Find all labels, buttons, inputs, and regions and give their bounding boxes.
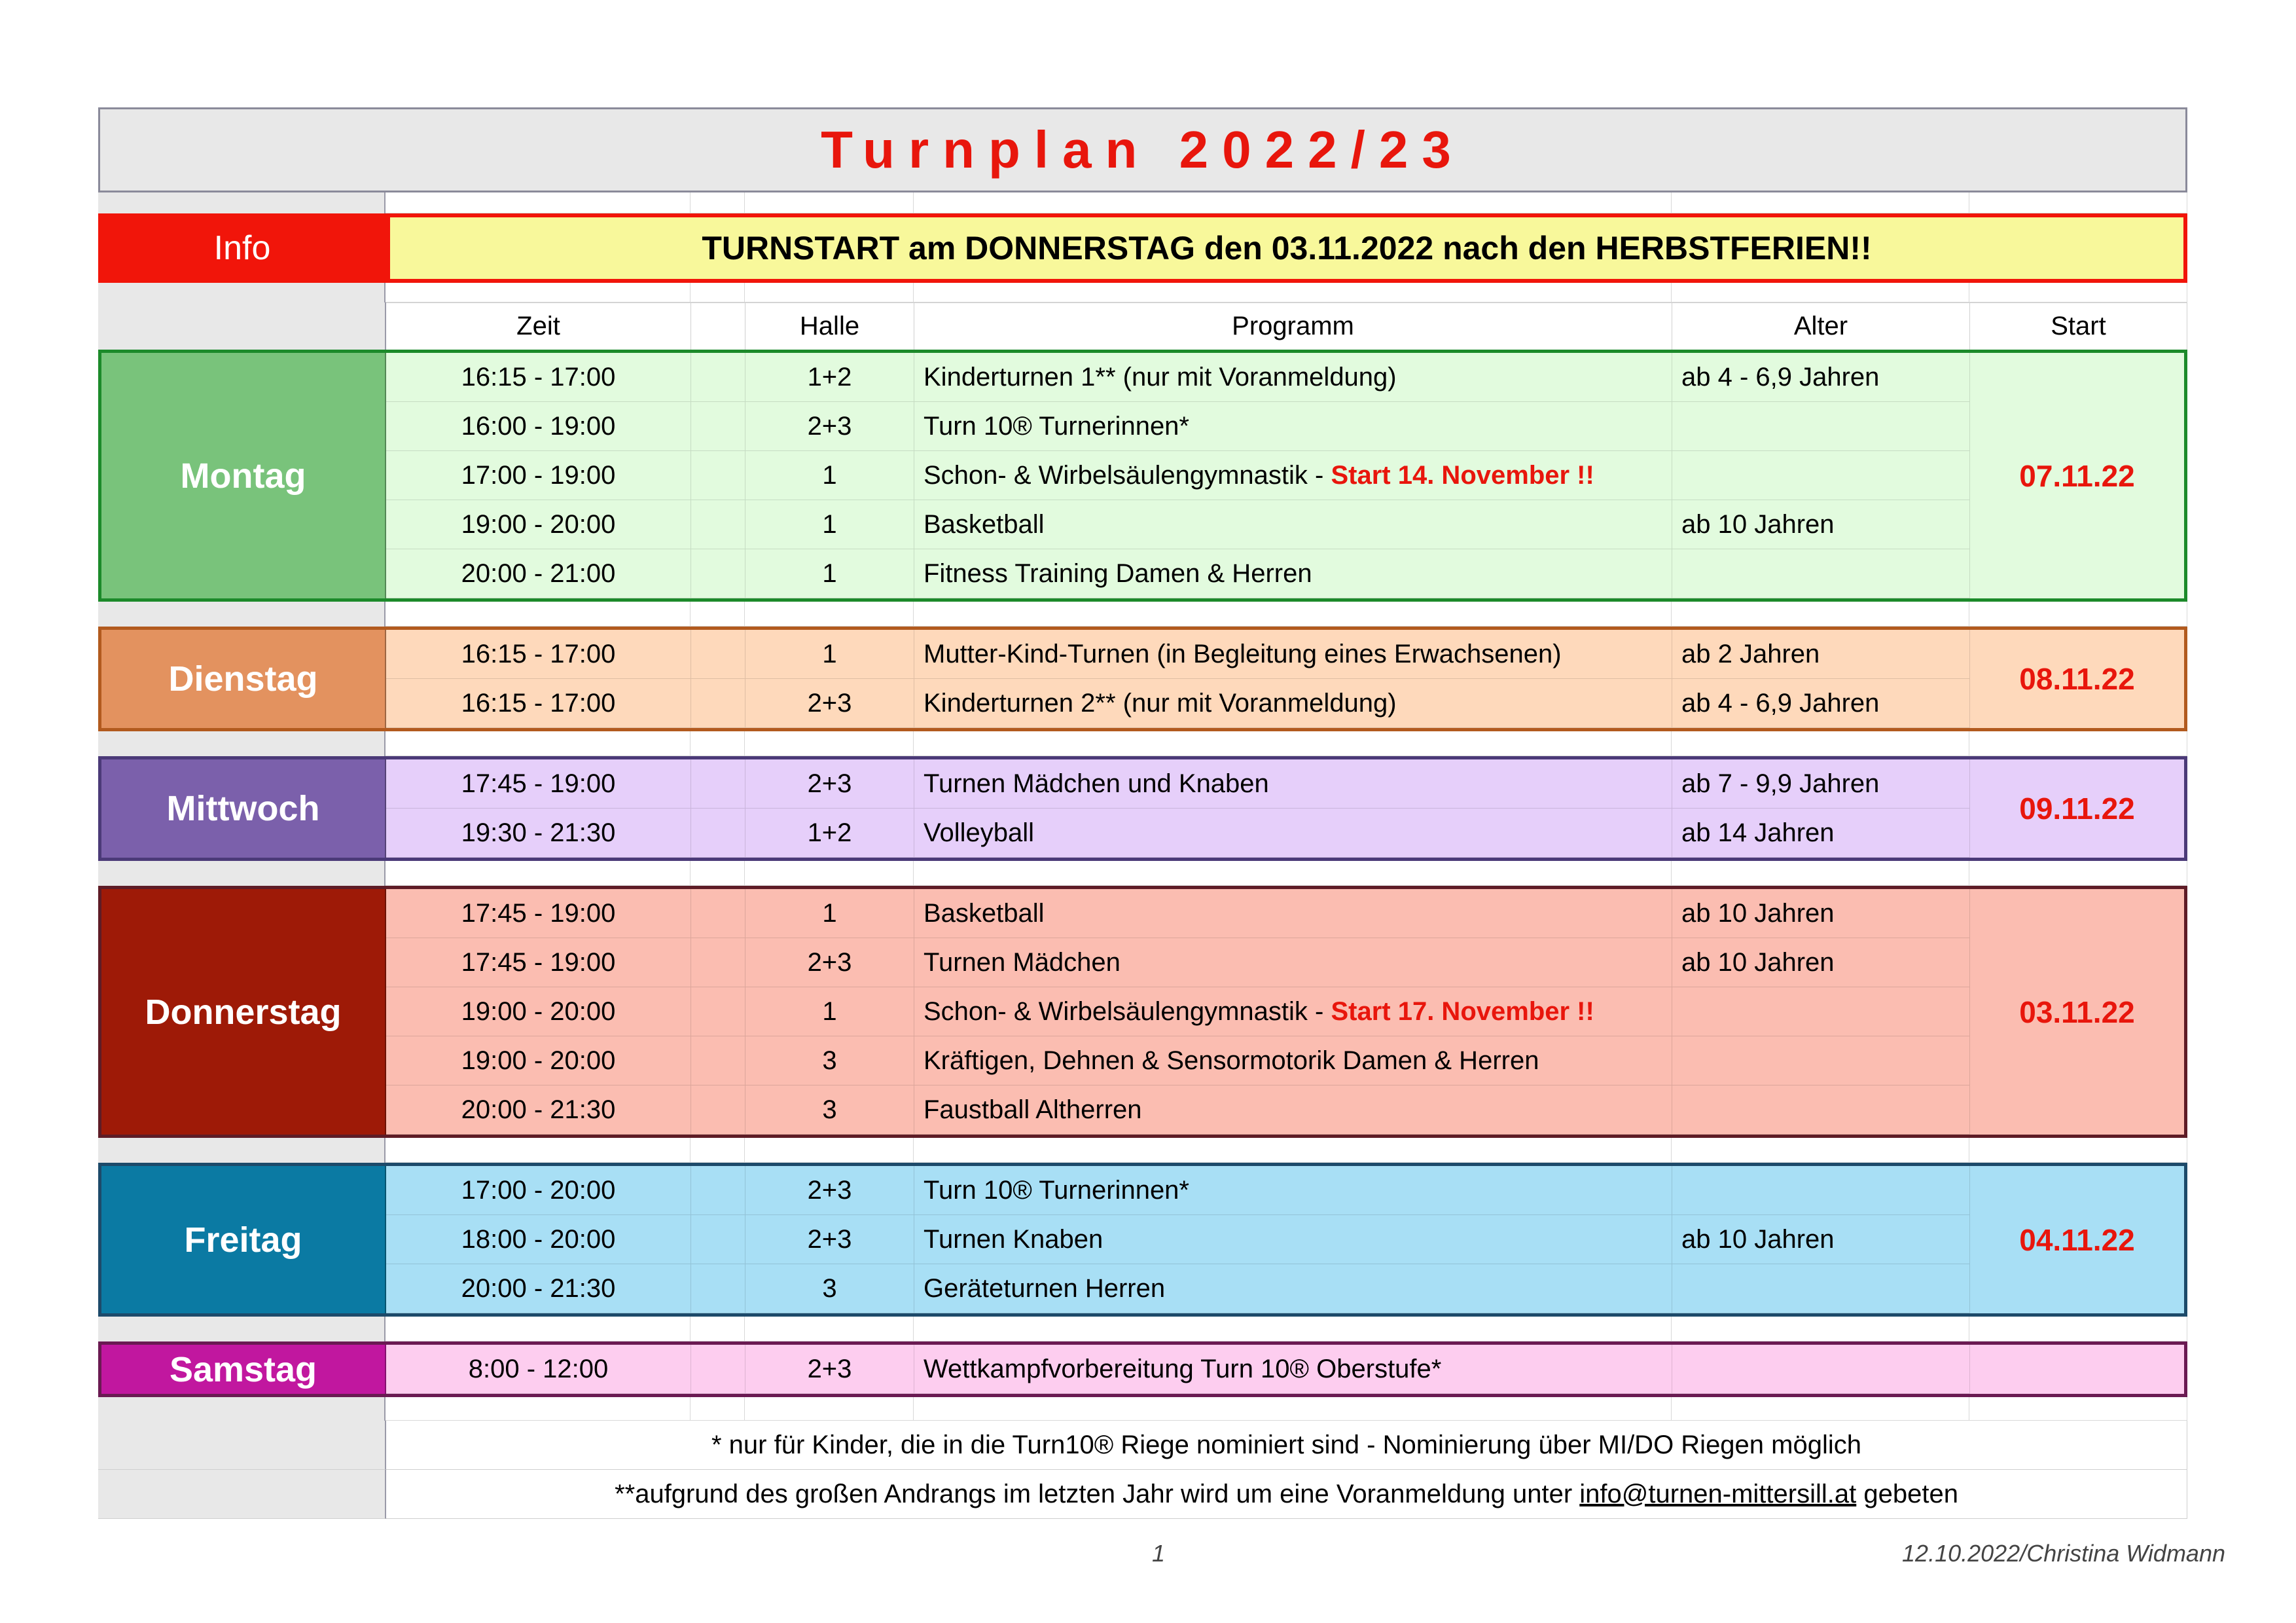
program-name: Basketball: [924, 898, 1045, 928]
hall-cell: 2+3: [745, 759, 914, 809]
empty-cell: [691, 1166, 745, 1215]
hall-cell: 1: [745, 987, 914, 1036]
empty-cell: [691, 1085, 745, 1135]
schedule-row: [386, 987, 1970, 1036]
program-cell: [914, 1345, 1672, 1394]
day-blocks: [98, 350, 2187, 1397]
time-cell: 19:00 - 20:00: [386, 500, 691, 549]
program-cell: [914, 630, 1672, 679]
schedule-row: [386, 630, 1970, 679]
footnote-turn10: * nur für Kinder, die in die Turn10® Riege nominiert sind - Nominierung über MI/DO Riegen möglich: [386, 1421, 2187, 1470]
hall-cell: 2+3: [745, 402, 914, 451]
schedule-row: [386, 889, 1970, 938]
footer-signature: 12.10.2022/Christina Widmann: [1902, 1540, 2225, 1567]
day-label: Samstag: [101, 1345, 386, 1394]
program-cell: [914, 1264, 1672, 1313]
empty-cell: [691, 809, 745, 858]
program-cell: [914, 1036, 1672, 1085]
time-cell: 19:00 - 20:00: [386, 1036, 691, 1085]
empty-cell: [691, 679, 745, 728]
program-cell: [914, 938, 1672, 987]
program-name: Turnen Knaben: [924, 1224, 1103, 1254]
day-label: Donnerstag: [101, 889, 386, 1135]
age-cell: [1672, 549, 1970, 598]
program-name: Schon- & Wirbelsäulengymnastik -: [924, 996, 1331, 1026]
footnote-registration-suffix: gebeten: [1856, 1479, 1958, 1508]
schedule-row: [386, 1215, 1970, 1264]
program-name: Turn 10® Turnerinnen*: [924, 1175, 1189, 1205]
footnote-row: [98, 1470, 2187, 1519]
empty-cell: [691, 549, 745, 598]
spacer-row: [98, 861, 2187, 886]
schedule-row: [386, 1036, 1970, 1085]
program-cell: [914, 1085, 1672, 1135]
spacer-row: [98, 283, 2187, 302]
program-name: Geräteturnen Herren: [924, 1273, 1166, 1303]
program-cell: [914, 549, 1672, 598]
schedule-row: [386, 809, 1970, 858]
age-cell: [1672, 987, 1970, 1036]
empty-cell: [691, 500, 745, 549]
time-cell: 17:00 - 20:00: [386, 1166, 691, 1215]
email-link[interactable]: info@turnen-mittersill.at: [1579, 1479, 1857, 1508]
program-name: Basketball: [924, 509, 1045, 539]
page-number: 1: [1152, 1540, 1166, 1567]
age-cell: ab 10 Jahren: [1672, 938, 1970, 987]
column-header-programm: Programm: [914, 302, 1672, 350]
program-cell: [914, 500, 1672, 549]
program-cell: [914, 353, 1672, 402]
age-cell: [1672, 1345, 1970, 1394]
time-cell: 16:15 - 17:00: [386, 353, 691, 402]
empty-cell: [691, 353, 745, 402]
age-cell: [1672, 1166, 1970, 1215]
schedule-row: [386, 938, 1970, 987]
age-cell: [1672, 1085, 1970, 1135]
program-name: Faustball Altherren: [924, 1095, 1142, 1124]
schedule-row: [386, 549, 1970, 598]
hall-cell: 1: [745, 549, 914, 598]
schedule-row: [386, 1085, 1970, 1135]
hall-cell: 1: [745, 630, 914, 679]
time-cell: 18:00 - 20:00: [386, 1215, 691, 1264]
schedule-row: [386, 1264, 1970, 1313]
empty-cell: [691, 889, 745, 938]
info-label: Info: [98, 213, 386, 283]
column-header-zeit: Zeit: [386, 302, 691, 350]
spacer-row: [98, 192, 2187, 213]
hall-cell: 3: [745, 1085, 914, 1135]
program-name: Wettkampfvorbereitung Turn 10® Oberstufe*: [924, 1354, 1442, 1383]
time-cell: 19:30 - 21:30: [386, 809, 691, 858]
program-name: Schon- & Wirbelsäulengymnastik -: [924, 460, 1331, 490]
hall-cell: 1+2: [745, 809, 914, 858]
day-block: [98, 756, 2187, 861]
spacer-row: [98, 731, 2187, 756]
hall-cell: 1+2: [745, 353, 914, 402]
day-block: [98, 1341, 2187, 1397]
program-name: Mutter-Kind-Turnen (in Begleitung eines Erwachsenen): [924, 639, 1562, 668]
start-date: [1970, 1345, 2184, 1394]
empty-cell: [691, 1215, 745, 1264]
program-name: Kinderturnen 2** (nur mit Voranmeldung): [924, 688, 1397, 718]
time-cell: 8:00 - 12:00: [386, 1345, 691, 1394]
column-header-row: [98, 302, 2187, 350]
empty-cell: [691, 451, 745, 500]
time-cell: 16:00 - 19:00: [386, 402, 691, 451]
program-name: Fitness Training Damen & Herren: [924, 558, 1312, 588]
program-cell: [914, 1215, 1672, 1264]
program-cell: [914, 759, 1672, 809]
info-row: [98, 213, 2187, 283]
empty-cell: [691, 1036, 745, 1085]
program-cell: [914, 451, 1672, 500]
program-name: Volleyball: [924, 818, 1035, 847]
empty-cell: [691, 1345, 745, 1394]
time-cell: 16:15 - 17:00: [386, 679, 691, 728]
program-cell: [914, 402, 1672, 451]
day-block: [98, 627, 2187, 731]
page-title: Turnplan 2022/23: [98, 107, 2187, 192]
spacer-row: [98, 1138, 2187, 1163]
day-block: [98, 1163, 2187, 1317]
age-cell: [1672, 402, 1970, 451]
program-cell: [914, 809, 1672, 858]
hall-cell: 2+3: [745, 679, 914, 728]
spacer-row: [98, 1317, 2187, 1341]
hall-cell: 2+3: [745, 1166, 914, 1215]
schedule-row: [386, 679, 1970, 728]
schedule-sheet: [98, 107, 2187, 1519]
day-label: Freitag: [101, 1166, 386, 1313]
time-cell: 17:45 - 19:00: [386, 759, 691, 809]
start-date: 09.11.22: [2019, 792, 2135, 826]
time-cell: 17:00 - 19:00: [386, 451, 691, 500]
age-cell: ab 2 Jahren: [1672, 630, 1970, 679]
column-header-alter: Alter: [1672, 302, 1970, 350]
program-cell: [914, 1166, 1672, 1215]
time-cell: 16:15 - 17:00: [386, 630, 691, 679]
footnote-registration: [386, 1470, 2187, 1519]
schedule-row: [386, 759, 1970, 809]
day-block: [98, 350, 2187, 602]
age-cell: ab 4 - 6,9 Jahren: [1672, 353, 1970, 402]
empty-cell: [691, 1264, 745, 1313]
program-name: Kinderturnen 1** (nur mit Voranmeldung): [924, 362, 1397, 392]
hall-cell: 3: [745, 1036, 914, 1085]
schedule-row: [386, 451, 1970, 500]
hall-cell: 2+3: [745, 938, 914, 987]
footnote-registration-prefix: **aufgrund des großen Andrangs im letzten Jahr wird um eine Voranmeldung unter: [615, 1479, 1580, 1508]
hall-cell: 3: [745, 1264, 914, 1313]
age-cell: [1672, 451, 1970, 500]
hall-cell: 2+3: [745, 1345, 914, 1394]
program-name: Turnen Mädchen und Knaben: [924, 769, 1269, 798]
schedule-row: [386, 353, 1970, 402]
column-header-halle: Halle: [745, 302, 914, 350]
hall-cell: 1: [745, 500, 914, 549]
program-start-note: Start 14. November !!: [1331, 460, 1594, 490]
program-name: Turn 10® Turnerinnen*: [924, 411, 1189, 441]
footnote-row: [98, 1421, 2187, 1470]
age-cell: ab 10 Jahren: [1672, 889, 1970, 938]
empty-cell: [691, 987, 745, 1036]
program-cell: [914, 987, 1672, 1036]
age-cell: [1672, 1036, 1970, 1085]
hall-cell: 1: [745, 451, 914, 500]
info-text: TURNSTART am DONNERSTAG den 03.11.2022 nach den HERBSTFERIEN!!: [386, 213, 2187, 283]
start-date: 03.11.22: [2019, 994, 2135, 1029]
empty-cell: [691, 938, 745, 987]
spacer-row: [98, 602, 2187, 627]
age-cell: ab 4 - 6,9 Jahren: [1672, 679, 1970, 728]
empty-cell: [691, 630, 745, 679]
schedule-row: [386, 1166, 1970, 1215]
age-cell: ab 7 - 9,9 Jahren: [1672, 759, 1970, 809]
time-cell: 17:45 - 19:00: [386, 889, 691, 938]
program-start-note: Start 17. November !!: [1331, 996, 1594, 1026]
day-label: Montag: [101, 353, 386, 598]
hall-cell: 1: [745, 889, 914, 938]
time-cell: 20:00 - 21:00: [386, 549, 691, 598]
schedule-row: [386, 500, 1970, 549]
age-cell: ab 10 Jahren: [1672, 500, 1970, 549]
time-cell: 20:00 - 21:30: [386, 1085, 691, 1135]
time-cell: 20:00 - 21:30: [386, 1264, 691, 1313]
age-cell: ab 10 Jahren: [1672, 1215, 1970, 1264]
empty-cell: [691, 759, 745, 809]
start-date: 07.11.22: [2019, 458, 2135, 493]
empty-cell: [691, 402, 745, 451]
start-date: 08.11.22: [2019, 662, 2135, 696]
program-name: Kräftigen, Dehnen & Sensormotorik Damen & Herren: [924, 1046, 1539, 1075]
day-label: Dienstag: [101, 630, 386, 728]
time-cell: 17:45 - 19:00: [386, 938, 691, 987]
schedule-row: [386, 1345, 1970, 1394]
hall-cell: 2+3: [745, 1215, 914, 1264]
program-cell: [914, 679, 1672, 728]
day-block: [98, 886, 2187, 1138]
age-cell: [1672, 1264, 1970, 1313]
day-label: Mittwoch: [101, 759, 386, 858]
start-date: 04.11.22: [2019, 1222, 2135, 1257]
column-header-start: Start: [1970, 302, 2187, 350]
spacer-row: [98, 1397, 2187, 1421]
age-cell: ab 14 Jahren: [1672, 809, 1970, 858]
schedule-row: [386, 402, 1970, 451]
program-name: Turnen Mädchen: [924, 947, 1121, 977]
time-cell: 19:00 - 20:00: [386, 987, 691, 1036]
program-cell: [914, 889, 1672, 938]
